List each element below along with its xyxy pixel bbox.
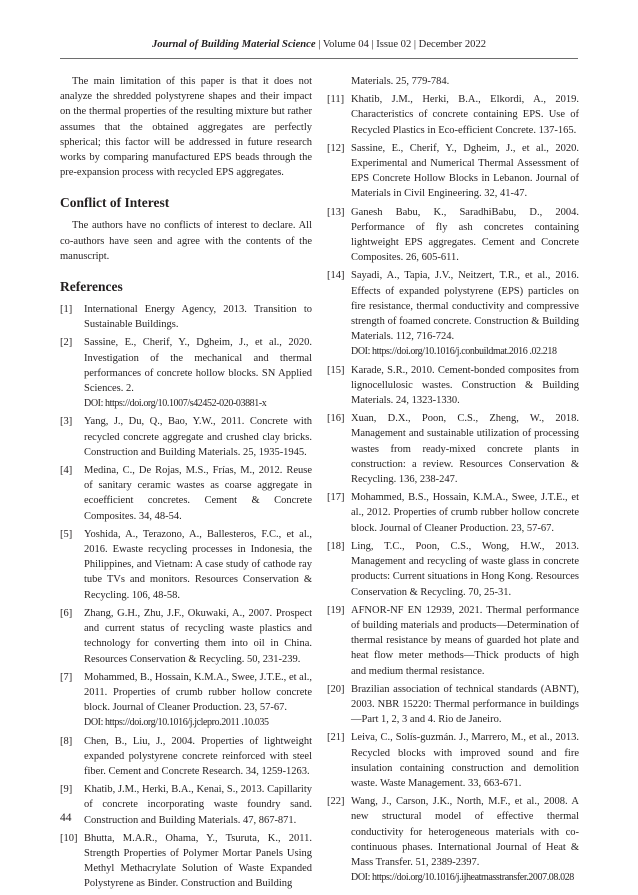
reference-item: [327, 539, 579, 600]
reference-item: [327, 205, 579, 266]
limitation-paragraph: The main limitation of this paper is that it does not analyze the shredded polystyrene shapes and their impact on the thermal properties of the resulting mixture but rather assumes that the obtained aggregates are perfectly spherical; this factor will be addressed in future research works by comparing manufactured EPS beads through the pre-expansion process with recycled EPS aggregates.: [60, 76, 312, 179]
reference-number: [10]: [60, 832, 78, 844]
reference-text: Materials. 25, 779-784.: [351, 76, 450, 87]
reference-text: Brazilian association of technical standards (ABNT), 2003. NBR 15220: Thermal performance in buildings—Part 1, 2, 3 and 4. Rio de Janeiro.: [351, 683, 579, 726]
reference-item: [60, 606, 312, 667]
reference-text: Ling, T.C., Poon, C.S., Wong, H.W., 2013. Management and recycling of waste glass in concrete products: Current situations in Hong Kong. Resources Conservation & Recycling. 70, 25-31.: [351, 540, 579, 598]
reference-text: Wang, J., Carson, J.K., North, M.F., et al., 2008. A new structural model of effective thermal conductivity for heterogeneous materials with co-continuous phases. International Journal of Heat & Mass Transfer. 51, 2389-2397.: [351, 796, 579, 868]
reference-text: Leiva, C., Solís-guzmán. J., Marrero, M., et al., 2013. Recycled blocks with improved sound and fire insulation containing construction and demolition waste. Waste Management. 33, 663-671.: [351, 732, 579, 789]
references-heading: References: [60, 279, 123, 295]
reference-text: Zhang, G.H., Zhu, J.F., Okuwaki, A., 2007. Prospect and current status of recycling waste plastics and technology for converting them into oil in China. Resources Conservation & Recycling. 50, 231-239.: [84, 607, 312, 665]
reference-doi-link[interactable]: DOI: https://doi.org/10.1016/j.jclepro.2011 .10.035: [84, 717, 269, 729]
reference-text: Khatib, J.M., Herki, B.A., Elkordi, A., 2019. Characteristics of concrete containing EPS. Use of Recycled Plastics in Eco-efficient Concrete. 137-165.: [351, 94, 579, 136]
conflict-heading: Conflict of Interest: [60, 195, 170, 211]
reference-text: Sayadi, A., Tapia, J.V., Neitzert, T.R., et al., 2016. Effects of expanded polystyrene (EPS) particles on fire resistance, thermal conductivity and compressive strength of foamed concrete. Construction & Building Materials. 112, 716-724.: [351, 270, 579, 343]
reference-item: [327, 603, 579, 679]
reference-item: [327, 92, 579, 138]
reference-item: [60, 463, 312, 524]
reference-item: [60, 670, 312, 731]
reference-text: Yang, J., Du, Q., Bao, Y.W., 2011. Concrete with recycled concrete aggregate and crushed clay bricks. Construction and Building Materials. 25, 1935-1945.: [84, 416, 312, 458]
reference-number: [16]: [327, 413, 345, 425]
reference-number: [19]: [327, 604, 345, 616]
reference-text: Sassine, E., Cherif, Y., Dgheim, J., et al., 2020. Experimental and Numerical Thermal Assessment of EPS Concrete Hollow Blocks in Lebanon. Journal of Materials in Civil Engineering. 32, 41-47.: [351, 142, 579, 200]
reference-list-right: [327, 92, 579, 885]
issue-details: | Volume 04 | Issue 02 | December 2022: [315, 39, 487, 50]
reference-item: [327, 411, 579, 487]
reference-continuation: [327, 74, 579, 89]
reference-text: Bhutta, M.A.R., Ohama, Y., Tsuruta, K., 2011. Strength Properties of Polymer Mortar Panels Using Methyl Methacrylate Solution of Waste Expanded Polystyrene as Binder. Construction and Building: [84, 832, 312, 890]
reference-number: [17]: [327, 492, 345, 504]
reference-number: [13]: [327, 206, 345, 218]
conflict-paragraph: The authors have no conflicts of interest to declare. All co-authors have seen and agree with the contents of the manuscript.: [60, 220, 312, 262]
reference-item: [327, 682, 579, 728]
reference-number: [6]: [60, 607, 73, 619]
reference-item: [327, 730, 579, 791]
reference-text: Mohammed, B.S., Hossain, K.M.A., Swee, J.T.E., et al., 2012. Properties of crumb rubber hollow concrete block. Journal of Cleaner Production. 23, 57-67.: [351, 492, 579, 534]
header-divider: [60, 58, 578, 59]
reference-doi-link[interactable]: DOI: https://doi.org/10.1016/j.conbuildmat.2016 .02.218: [351, 346, 557, 358]
running-header: [0, 38, 638, 51]
reference-text: Karade, S.R., 2010. Cement-bonded composites from lignocellulosic wastes. Construction & Building Materials. 24, 1323-1330.: [351, 364, 579, 407]
reference-text: Xuan, D.X., Poon, C.S., Zheng, W., 2018. Management and sustainable utilization of processing wastes from ready-mixed concrete plants in construction: a review. Resources Conservation & Recycling. 136, 238-247.: [351, 413, 579, 486]
reference-number: [20]: [327, 683, 345, 695]
reference-number: [7]: [60, 671, 73, 683]
reference-number: [5]: [60, 528, 73, 540]
reference-number: [1]: [60, 304, 73, 316]
reference-text: Medina, C., De Rojas, M.S., Frías, M., 2012. Reuse of sanitary ceramic wastes as coarse aggregate in ecoefficient concretes. Cement & Concrete Composites. 34, 48-54.: [84, 465, 312, 522]
reference-text: AFNOR-NF EN 12939, 2021. Thermal performance of building materials and products—Determination of thermal resistance by means of guarded hot plate and heat flow meter methods—Thick products of high and medium thermal resistance.: [351, 604, 579, 677]
reference-item: [327, 363, 579, 409]
reference-number: [15]: [327, 364, 345, 376]
reference-number: [12]: [327, 142, 345, 154]
reference-number: [14]: [327, 270, 345, 282]
left-column: [60, 74, 312, 895]
reference-doi-link[interactable]: DOI: https://doi.org/10.1016/j.ijheatmasstransfer.2007.08.028: [351, 872, 574, 884]
right-column: [327, 74, 579, 888]
reference-number: [2]: [60, 337, 73, 349]
reference-item: [327, 490, 579, 536]
reference-item: [327, 268, 579, 359]
reference-number: [18]: [327, 540, 345, 552]
reference-number: [8]: [60, 735, 73, 747]
reference-number: [11]: [327, 94, 345, 106]
reference-number: [21]: [327, 732, 345, 744]
reference-item: [60, 414, 312, 460]
reference-item: [60, 302, 312, 332]
reference-number: [3]: [60, 416, 73, 428]
reference-text: International Energy Agency, 2013. Transition to Sustainable Buildings.: [84, 304, 312, 331]
reference-text: Yoshida, A., Terazono, A., Ballesteros, F.C., et al., 2016. Ewaste recycling processes in Indonesia, the Philippines, and Vietnam: A case study of cathode ray tube TVs and monitors. Resources Conservation & Recycling. 106, 48-58.: [84, 528, 312, 601]
reference-item: [60, 335, 312, 411]
reference-text: Mohammed, B., Hossain, K.M.A., Swee, J.T.E., et al., 2011. Properties of crumb rubber hollow concrete block. Journal of Cleaner Production. 23, 57-67.: [84, 671, 312, 714]
journal-title: Journal of Building Material Science: [151, 39, 316, 50]
reference-item: [60, 782, 312, 828]
reference-item: [60, 527, 312, 603]
reference-item: [327, 794, 579, 885]
reference-number: [9]: [60, 784, 73, 796]
page-number: 44: [60, 812, 72, 824]
reference-number: [22]: [327, 796, 345, 808]
reference-item: [60, 734, 312, 780]
reference-text: Khatib, J.M., Herki, B.A., Kenai, S., 2013. Capillarity of concrete incorporating waste foundry sand. Construction and Building Materials. 47, 867-871.: [84, 784, 312, 826]
reference-text: Sassine, E., Cherif, Y., Dgheim, J., et al., 2020. Investigation of the mechanical and thermal performances of concrete hollow blocks. SN Applied Sciences. 2.: [84, 337, 312, 395]
reference-text: Ganesh Babu, K., SaradhiBabu, D., 2004. Performance of fly ash concretes containing lightweight EPS aggregates. Cement and Concrete Composites. 26, 605-611.: [351, 206, 579, 264]
reference-item: [327, 141, 579, 202]
reference-item: [60, 831, 312, 892]
reference-text: Chen, B., Liu, J., 2004. Properties of lightweight expanded polystyrene concrete reinforced with steel fiber. Cement and Concrete Research. 34, 1259-1263.: [84, 735, 312, 777]
reference-list-left: [60, 302, 312, 892]
reference-number: [4]: [60, 465, 73, 477]
reference-doi-link[interactable]: DOI: https://doi.org/10.1007/s42452-020-03881-x: [84, 398, 267, 410]
